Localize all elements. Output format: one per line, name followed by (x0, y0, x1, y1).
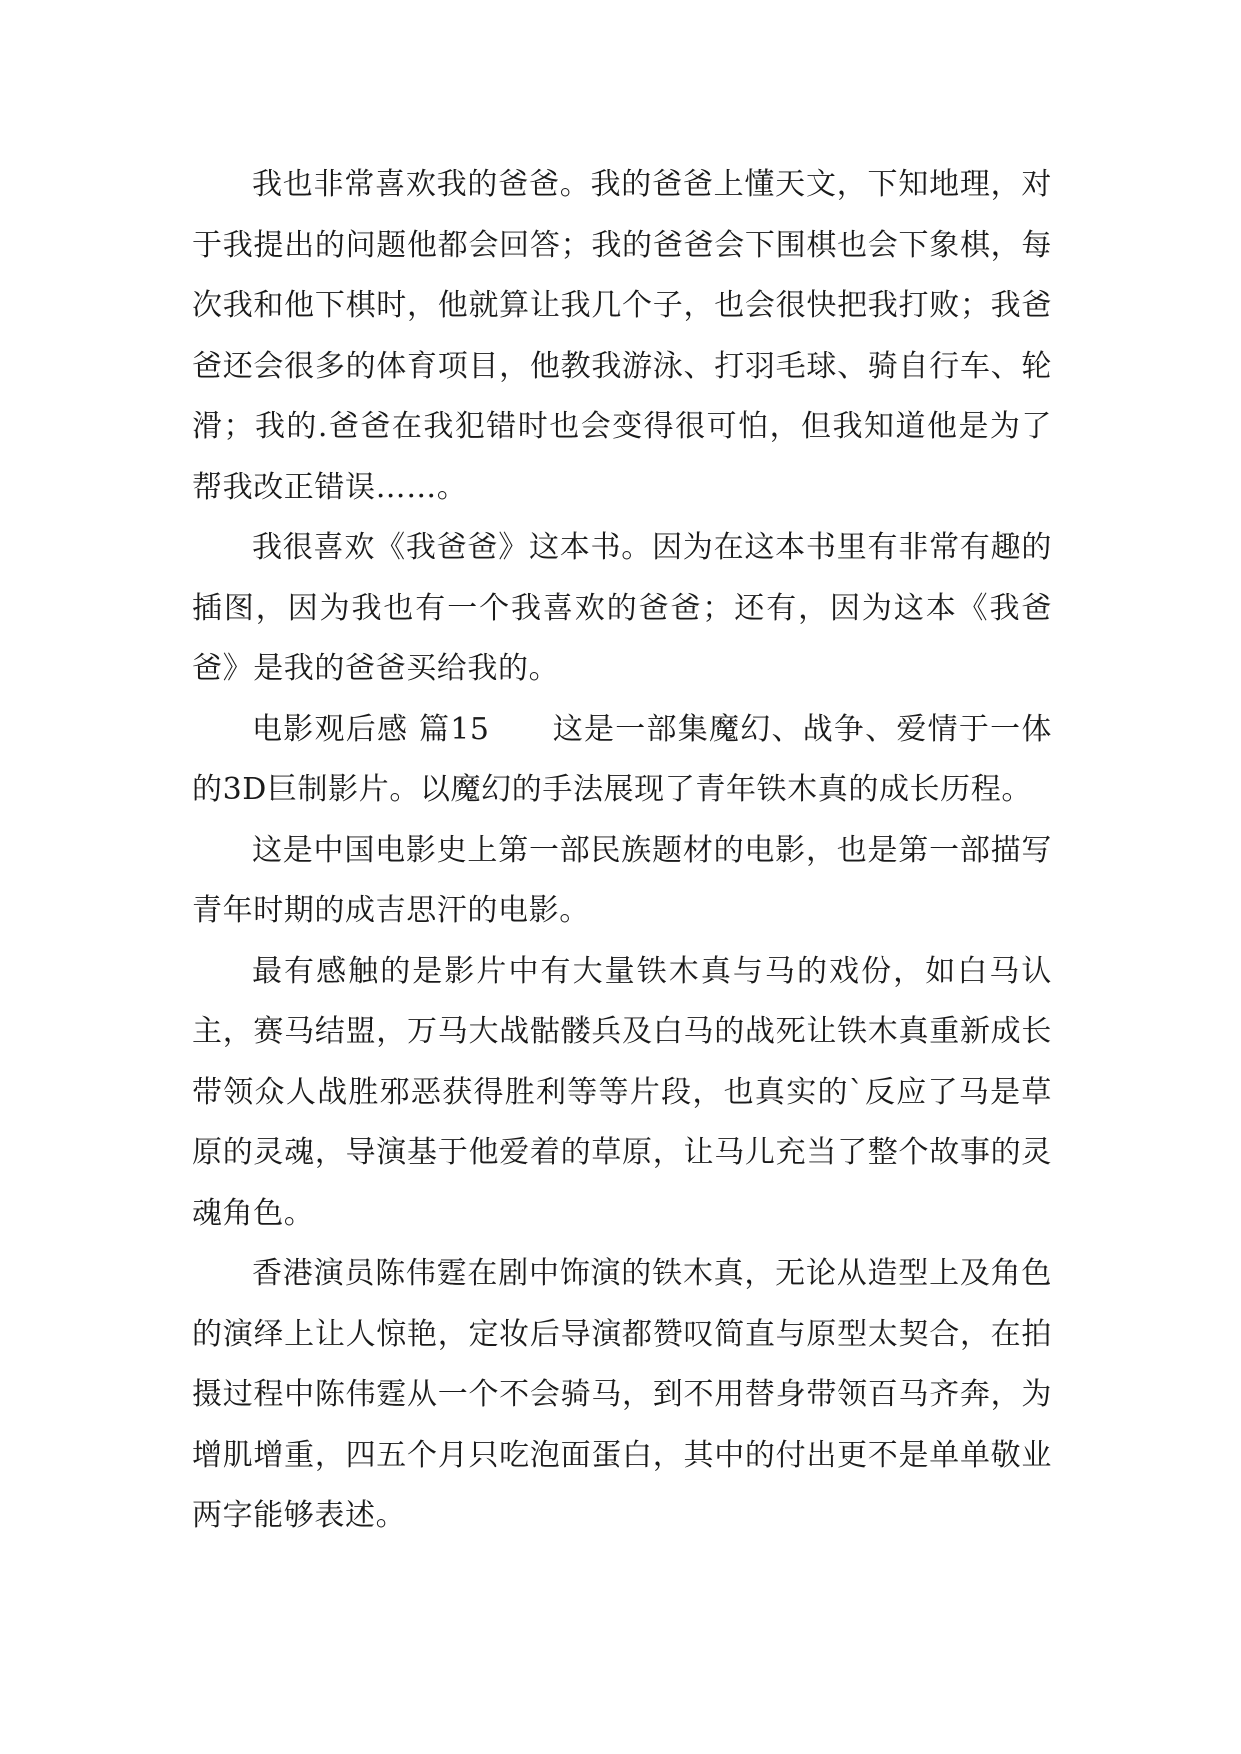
paragraph-review-15-intro: 电影观后感 篇15 这是一部集魔幻、战争、爱情于一体的3D巨制影片。以魔幻的手法展现了青年铁木真的成长历程。 (192, 711, 1052, 807)
paragraph-actor: 香港演员陈伟霆在剧中饰演的铁木真，无论从造型上及角色的演绎上让人惊艳，定妆后导演都赞叹简直与原型太契合，在拍摄过程中陈伟霆从一个不会骑马，到不用替身带领百马齐奔，为增肌增重，四五个月只吃泡面蛋白，其中的付出更不是单单敬业两字能够表述。 (192, 1256, 1052, 1533)
paragraph-horses: 最有感触的是影片中有大量铁木真与马的戏份，如白马认主，赛马结盟，万马大战骷髅兵及白马的战死让铁木真重新成长带领众人战胜邪恶获得胜利等等片段，也真实的`反应了马是草原的灵魂，导演基于他爱着的草原，让马儿充当了整个故事的灵魂角色。 (192, 953, 1052, 1231)
document-body (192, 155, 1052, 1547)
paragraph-father: 我也非常喜欢我的爸爸。我的爸爸上懂天文，下知地理，对于我提出的问题他都会回答；我的爸爸会下围棋也会下象棋，每次我和他下棋时，他就算让我几个子，也会很快把我打败；我爸爸还会很多的体育项目，他教我游泳、打羽毛球、骑自行车、轮滑；我的.爸爸在我犯错时也会变得很可怕，但我知道他是为了帮我改正错误……。 (192, 167, 1052, 505)
paragraph-book: 我很喜欢《我爸爸》这本书。因为在这本书里有非常有趣的插图，因为我也有一个我喜欢的爸爸；还有，因为这本《我爸爸》是我的爸爸买给我的。 (192, 530, 1052, 686)
paragraph-first-film: 这是中国电影史上第一部民族题材的电影，也是第一部描写青年时期的成吉思汗的电影。 (192, 832, 1052, 928)
